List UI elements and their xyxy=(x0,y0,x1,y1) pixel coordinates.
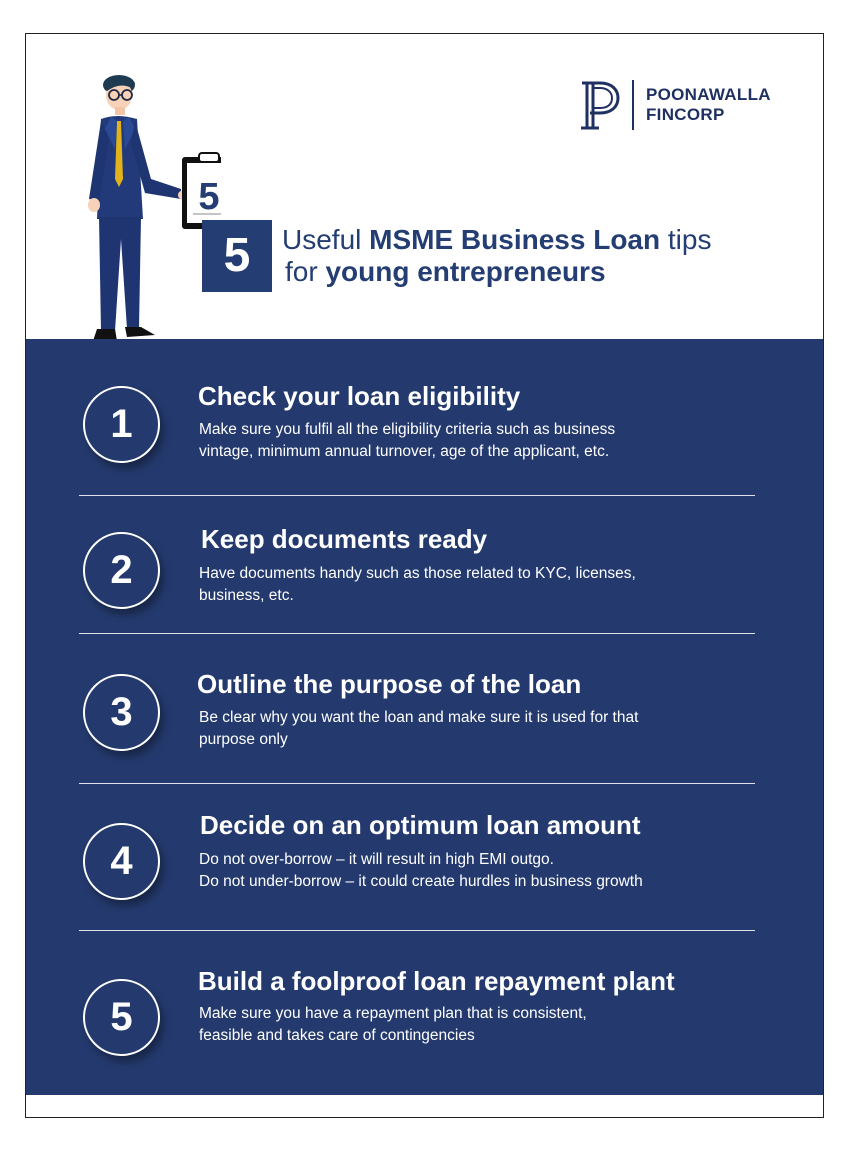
tip-body-line1: Do not over-borrow – it will result in high EMI outgo. xyxy=(199,851,554,868)
businessman-illustration xyxy=(81,69,221,359)
headline-line1-bold: MSME Business Loan xyxy=(369,224,661,255)
tip-body-line2: business, etc. xyxy=(199,587,294,604)
tip-body-line1: Make sure you have a repayment plan that is consistent, xyxy=(199,1005,587,1022)
tip-body xyxy=(199,419,799,463)
tip-body xyxy=(199,1003,799,1047)
tip-body-line2: feasible and takes care of contingencies xyxy=(199,1027,475,1044)
tip-number-circle: 3 xyxy=(83,674,160,751)
logo-divider xyxy=(632,80,634,130)
tip-title: Build a foolproof loan repayment plant xyxy=(198,966,675,996)
tip-body-line2: purpose only xyxy=(199,731,288,748)
tip-body-line2: vintage, minimum annual turnover, age of the applicant, etc. xyxy=(199,443,610,460)
tip-body xyxy=(199,849,799,893)
tip-body-line1: Make sure you fulfil all the eligibility criteria such as business xyxy=(199,421,616,438)
divider xyxy=(79,633,755,634)
p-monogram-icon xyxy=(576,80,622,132)
tip-body-line2: Do not under-borrow – it could create hurdles in business growth xyxy=(199,873,643,890)
brand-name-line1: POONAWALLA xyxy=(646,85,771,104)
tip-number-circle: 1 xyxy=(83,386,160,463)
tip-number-circle: 2 xyxy=(83,532,160,609)
tip-title: Check your loan eligibility xyxy=(198,381,521,411)
tip-body xyxy=(199,707,799,751)
headline-line1-post: tips xyxy=(660,224,712,255)
tip-body xyxy=(199,563,799,607)
tip-body-line1: Be clear why you want the loan and make sure it is used for that xyxy=(199,709,639,726)
divider xyxy=(79,930,755,931)
headline-number-badge: 5 xyxy=(202,220,272,292)
headline-line2-bold: young entrepreneurs xyxy=(325,256,606,287)
tip-number-circle: 4 xyxy=(83,823,160,900)
brand-name-line2: FINCORP xyxy=(646,105,725,124)
tip-title: Outline the purpose of the loan xyxy=(197,669,582,699)
tips-panel xyxy=(26,339,824,1095)
brand-name xyxy=(646,85,771,125)
clipboard-number: 5 xyxy=(198,176,220,218)
tip-number-circle: 5 xyxy=(83,979,160,1056)
divider xyxy=(79,495,755,496)
brand-logo xyxy=(576,80,806,132)
divider xyxy=(79,783,755,784)
infographic-frame xyxy=(25,33,824,1118)
headline-title xyxy=(282,224,711,288)
tip-title: Decide on an optimum loan amount xyxy=(200,810,641,840)
tip-body-line1: Have documents handy such as those related to KYC, licenses, xyxy=(199,565,636,582)
tip-title: Keep documents ready xyxy=(201,524,488,554)
headline xyxy=(202,220,792,294)
headline-line2-pre: for xyxy=(285,256,326,287)
headline-line1 xyxy=(282,224,711,256)
headline-line2 xyxy=(282,256,711,288)
headline-line1-pre: Useful xyxy=(282,224,370,255)
